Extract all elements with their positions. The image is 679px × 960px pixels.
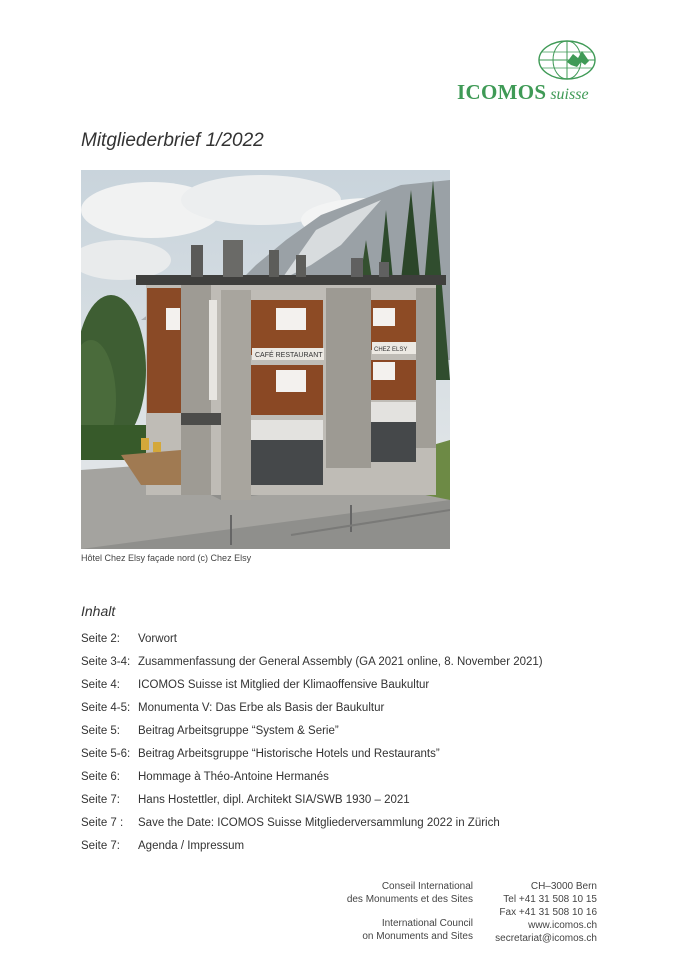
toc-row: [81, 788, 601, 811]
toc-row: [81, 742, 601, 765]
footer-contact: [495, 880, 597, 945]
toc-text: Agenda / Impressum: [138, 839, 245, 852]
toc-page: Seite 7 :: [81, 816, 124, 829]
toc-text: Hommage à Théo-Antoine Hermanés: [138, 770, 329, 783]
toc-row: [81, 696, 601, 719]
toc-text: Save the Date: ICOMOS Suisse Mitgliederversammlung 2022 in Zürich: [138, 816, 500, 829]
toc-page: Seite 2:: [81, 632, 120, 645]
toc-page: Seite 7:: [81, 793, 120, 806]
toc-row: [81, 834, 601, 857]
hotel-illustration: [81, 170, 450, 549]
table-of-contents: [81, 627, 601, 857]
footer-org-fr-2: des Monuments et des Sites: [346, 894, 473, 905]
toc-page: Seite 4:: [81, 678, 120, 691]
toc-row: [81, 811, 601, 834]
toc-page: Seite 6:: [81, 770, 120, 783]
toc-text: Vorwort: [138, 632, 177, 645]
toc-heading: Inhalt: [81, 603, 116, 619]
toc-text: Monumenta V: Das Erbe als Basis der Baukultur: [138, 701, 385, 714]
toc-text: Zusammenfassung der General Assembly (GA 2021 online, 8. November 2021): [138, 655, 543, 668]
footer-org-en-1: International Council: [381, 918, 473, 929]
footer-organization: [347, 880, 473, 943]
toc-text: Beitrag Arbeitsgruppe “System & Serie”: [138, 724, 339, 737]
logo-suffix: suisse: [550, 86, 589, 103]
logo-text: [457, 80, 589, 105]
footer-fax: Fax +41 31 508 10 16: [499, 907, 597, 918]
toc-row: [81, 673, 601, 696]
toc-page: Seite 5:: [81, 724, 120, 737]
icomos-logo: [455, 38, 605, 108]
toc-text: ICOMOS Suisse ist Mitglied der Klimaoffensive Baukultur: [138, 678, 430, 691]
toc-page: Seite 3-4:: [81, 655, 131, 668]
document-title: Mitgliederbrief 1/2022: [81, 130, 264, 151]
hotel-photo: [81, 170, 450, 549]
logo-name: ICOMOS: [457, 80, 547, 104]
toc-row: [81, 650, 601, 673]
globe-logo-icon: [537, 38, 597, 82]
footer-tel: Tel +41 31 508 10 15: [503, 894, 597, 905]
toc-row: [81, 765, 601, 788]
footer-org-en-2: on Monuments and Sites: [362, 931, 473, 942]
footer-org-fr-1: Conseil International: [381, 881, 473, 892]
sign-chez-elsy: CHEZ ELSY: [374, 347, 408, 353]
toc-page: Seite 7:: [81, 839, 120, 852]
toc-text: Hans Hostettler, dipl. Architekt SIA/SWB 1930 – 2021: [138, 793, 410, 806]
toc-page: Seite 4-5:: [81, 701, 131, 714]
toc-text: Beitrag Arbeitsgruppe “Historische Hotels und Restaurants”: [138, 747, 440, 760]
footer-email-link[interactable]: secretariat@icomos.ch: [495, 933, 597, 944]
sign-cafe-restaurant: CAFÉ RESTAURANT: [255, 352, 323, 359]
photo-caption: Hôtel Chez Elsy façade nord (c) Chez Elsy: [81, 553, 252, 563]
footer-website-link[interactable]: www.icomos.ch: [528, 920, 597, 931]
toc-row: [81, 719, 601, 742]
toc-row: [81, 627, 601, 650]
footer-address: CH–3000 Bern: [530, 881, 597, 892]
toc-page: Seite 5-6:: [81, 747, 131, 760]
